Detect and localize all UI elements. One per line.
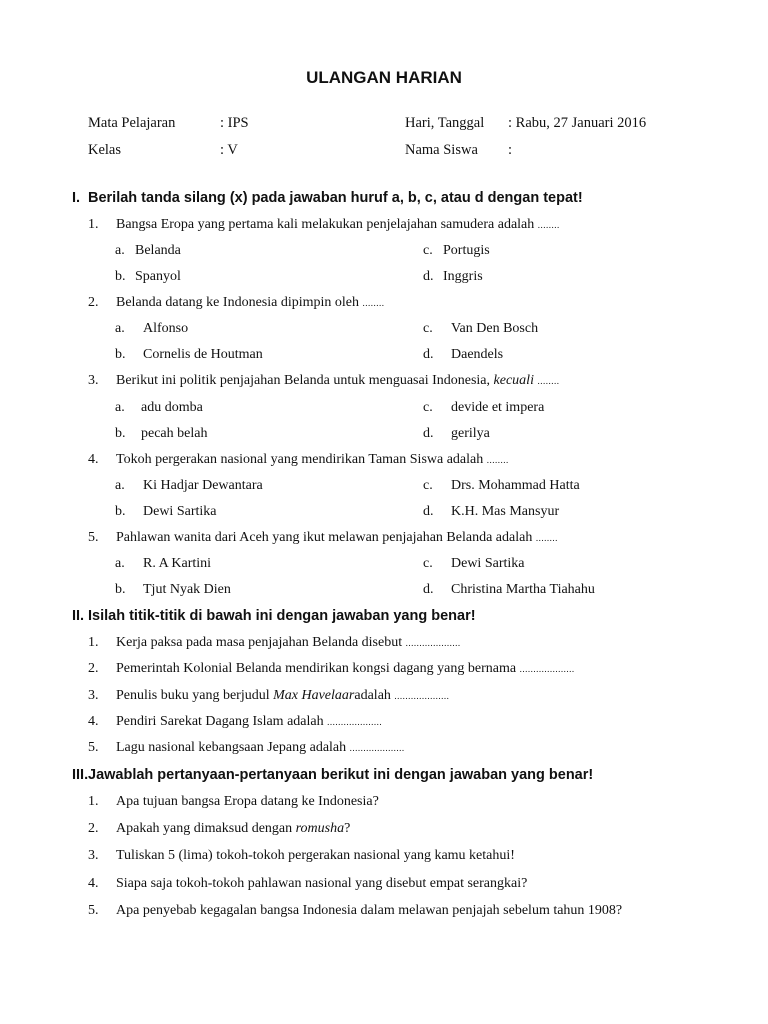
- option-text: Spanyol: [135, 269, 181, 284]
- question-text: [116, 714, 382, 730]
- option-letter: c.: [423, 400, 433, 415]
- question-stem: Pahlawan wanita dari Aceh yang ikut melawan penjajahan Belanda adalah: [116, 530, 533, 545]
- option-d: [423, 426, 490, 442]
- emphasis: romusha: [295, 821, 345, 836]
- date-label: Hari, Tanggal: [405, 115, 485, 131]
- option-letter: a.: [115, 321, 125, 336]
- option-letter: c.: [423, 556, 433, 571]
- question-stem: Kerja paksa pada masa penjajahan Belanda disebut: [116, 635, 403, 650]
- option-text: Ki Hadjar Dewantara: [143, 478, 263, 493]
- option-letter: b.: [115, 426, 126, 441]
- question-number: 1.: [88, 217, 99, 232]
- option-letter: d.: [423, 582, 434, 597]
- question-text: [116, 740, 405, 756]
- option-text: Inggris: [443, 269, 483, 284]
- question-text: [116, 635, 461, 651]
- question-stem: Pemerintah Kolonial Belanda mendirikan kongsi dagang yang bernama: [116, 661, 517, 676]
- question-text: Siapa saja tokoh-tokoh pahlawan nasional yang disebut empat serangkai?: [116, 876, 528, 891]
- option-text: Christina Martha Tiahahu: [451, 582, 595, 597]
- option-text: R. A Kartini: [143, 556, 212, 571]
- question-text: Tuliskan 5 (lima) tokoh-tokoh pergerakan nasional yang kamu ketahui!: [116, 848, 515, 863]
- question-stem: Pendiri Sarekat Dagang Islam adalah: [116, 714, 324, 729]
- question-number: 4.: [88, 452, 99, 467]
- answer-blank: ........: [486, 455, 509, 465]
- option-letter: b.: [115, 347, 126, 362]
- option-b: [115, 269, 181, 285]
- option-letter: d.: [423, 426, 434, 441]
- question-number: 5.: [88, 530, 99, 545]
- answer-blank: ....................: [405, 638, 461, 648]
- option-a: [115, 478, 263, 494]
- subject-label: Mata Pelajaran: [88, 115, 176, 131]
- option-b: [115, 504, 216, 520]
- question-number: 1.: [88, 635, 99, 650]
- question-text: Apa tujuan bangsa Eropa datang ke Indonesia?: [116, 794, 379, 809]
- option-d: [423, 269, 483, 285]
- option-letter: c.: [423, 478, 433, 493]
- answer-blank: ....................: [349, 743, 405, 753]
- question-number: 5.: [88, 903, 99, 918]
- answer-blank: ........: [537, 376, 560, 386]
- option-letter: a.: [115, 478, 125, 493]
- option-a: [115, 321, 188, 337]
- student-name-label: Nama Siswa: [405, 142, 478, 158]
- option-d: [423, 347, 503, 363]
- question-stem: Apakah yang dimaksud dengan: [116, 821, 293, 836]
- question-text: Apa penyebab kegagalan bangsa Indonesia dalam melawan penjajah sebelum tahun 1908?: [116, 903, 623, 918]
- option-c: [423, 556, 524, 572]
- option-text: Belanda: [135, 243, 181, 258]
- question-number: 3.: [88, 373, 99, 388]
- answer-blank: ....................: [394, 691, 450, 701]
- date-value: : Rabu, 27 Januari 2016: [508, 115, 647, 131]
- option-a: [115, 400, 203, 416]
- question-number: 3.: [88, 688, 99, 703]
- option-text: Daendels: [451, 347, 504, 362]
- option-letter: c.: [423, 321, 433, 336]
- section-2-instruction: Isilah titik-titik di bawah ini dengan jawaban yang benar!: [88, 608, 476, 624]
- option-text: Drs. Mohammad Hatta: [451, 478, 580, 493]
- option-letter: c.: [423, 243, 433, 258]
- section-1-instruction: Berilah tanda silang (x) pada jawaban huruf a, b, c, atau d dengan tepat!: [88, 190, 583, 206]
- option-c: [423, 478, 580, 494]
- question-text: [116, 295, 385, 311]
- question-text: [116, 821, 350, 837]
- option-letter: d.: [423, 347, 434, 362]
- option-b: [115, 347, 263, 363]
- class-value: : V: [220, 142, 238, 158]
- class-label: Kelas: [88, 142, 122, 158]
- question-number: 1.: [88, 794, 99, 809]
- option-letter: b.: [115, 504, 126, 519]
- question-text: [116, 217, 560, 233]
- option-text: Tjut Nyak Dien: [143, 582, 231, 597]
- answer-blank: ........: [362, 298, 385, 308]
- option-d: [423, 504, 559, 520]
- question-text: [116, 688, 449, 704]
- option-text: Dewi Sartika: [451, 556, 525, 571]
- question-stem: Belanda datang ke Indonesia dipimpin oleh: [116, 295, 359, 310]
- option-letter: a.: [115, 243, 125, 258]
- section-3-instruction: Jawablah pertanyaan-pertanyaan berikut ini dengan jawaban yang benar!: [88, 767, 594, 783]
- question-number: 5.: [88, 740, 99, 755]
- option-text: Alfonso: [143, 321, 189, 336]
- book-title: Max Havelaar: [273, 688, 355, 703]
- option-c: [423, 400, 544, 416]
- option-c: [423, 243, 490, 259]
- option-letter: b.: [115, 582, 126, 597]
- option-text: Portugis: [443, 243, 490, 258]
- section-3-heading: [72, 767, 593, 783]
- question-text: [116, 373, 559, 389]
- student-name-value: :: [508, 142, 513, 158]
- option-letter: d.: [423, 269, 434, 284]
- answer-blank: ....................: [327, 717, 383, 727]
- option-text: Cornelis de Houtman: [143, 347, 263, 362]
- answer-blank: ........: [537, 220, 560, 230]
- question-stem: Tokoh pergerakan nasional yang mendirikan Taman Siswa adalah: [116, 452, 484, 467]
- question-number: 4.: [88, 714, 99, 729]
- option-text: devide et impera: [451, 400, 545, 415]
- option-a: [115, 556, 211, 572]
- question-number: 2.: [88, 661, 99, 676]
- question-number: 2.: [88, 295, 99, 310]
- option-c: [423, 321, 538, 337]
- question-stem: Penulis buku yang berjudul: [116, 688, 270, 703]
- section-1-heading: [72, 190, 583, 206]
- answer-blank: ........: [535, 533, 558, 543]
- section-2-number: II.: [72, 608, 85, 624]
- question-stem: Berikut ini politik penjajahan Belanda untuk menguasai Indonesia,: [116, 373, 491, 388]
- question-number: 3.: [88, 848, 99, 863]
- option-letter: a.: [115, 556, 125, 571]
- section-3-number: III.: [72, 767, 89, 783]
- option-text: pecah belah: [141, 426, 208, 441]
- emphasis: kecuali: [493, 373, 534, 388]
- option-text: Van Den Bosch: [451, 321, 539, 336]
- question-stem: Bangsa Eropa yang pertama kali melakukan penjelajahan samudera adalah: [116, 217, 535, 232]
- page-title: ULANGAN HARIAN: [306, 68, 462, 87]
- option-a: [115, 243, 181, 259]
- option-b: [115, 426, 207, 442]
- question-text: [116, 452, 509, 468]
- option-letter: d.: [423, 504, 434, 519]
- question-mark: ?: [344, 821, 351, 836]
- question-stem: Lagu nasional kebangsaan Jepang adalah: [116, 740, 347, 755]
- question-stem-end: adalah: [354, 688, 391, 703]
- option-d: [423, 582, 595, 598]
- option-text: gerilya: [451, 426, 490, 441]
- answer-blank: ....................: [519, 664, 575, 674]
- option-text: adu domba: [141, 400, 203, 415]
- question-number: 4.: [88, 876, 99, 891]
- section-2-heading: [72, 608, 476, 624]
- option-text: K.H. Mas Mansyur: [451, 504, 560, 519]
- section-1-number: I.: [72, 190, 81, 206]
- subject-value: : IPS: [220, 115, 249, 131]
- option-text: Dewi Sartika: [143, 504, 217, 519]
- option-b: [115, 582, 231, 598]
- question-text: [116, 661, 575, 677]
- question-number: 2.: [88, 821, 99, 836]
- option-letter: a.: [115, 400, 125, 415]
- question-text: [116, 530, 558, 546]
- option-letter: b.: [115, 269, 126, 284]
